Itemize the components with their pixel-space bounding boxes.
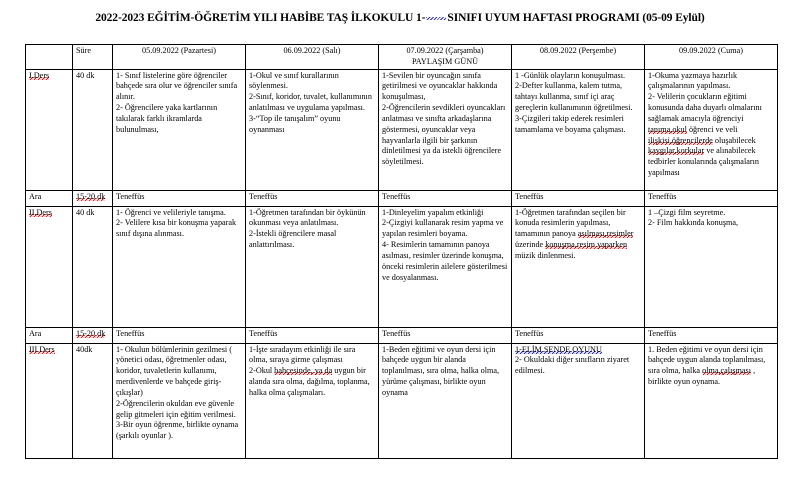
cell-break2-tuesday: Teneffüs [246,327,379,343]
row-label-lesson-3 [26,343,73,458]
cell-lesson2-friday-line-1: 1 –Çizgi film seyretme. [648,207,726,217]
cell-break2-friday: Teneffüs [645,327,778,343]
cell-lesson3-thursday-line-2: 2- Okuldaki diğer sınıfların ziyaret edilmesi. [515,355,630,376]
row-duration-lesson-1 [73,69,113,190]
uyum-haftasi-schedule-table [25,44,778,459]
row-duration-lesson-2 [73,206,113,327]
header-day-wednesday-subtitle: PAYLAŞIM GÜNÜ [411,56,479,66]
cell-lesson1-thursday-line-1: 1 -Günlük olayların konuşulması. [515,70,626,80]
cell-lesson3-monday-line-3: 3-Bir oyun öğrenme, birlikte oynama (şarkılı oyunlar ). [116,420,239,441]
row-label-lesson-2-text: II.Ders [29,207,52,217]
header-day-monday [113,45,246,70]
cell-lesson1-friday [645,69,778,190]
cell-break2-thursday: Teneffüs [512,327,645,343]
header-day-friday [645,45,778,70]
cell-lesson1-wednesday [379,69,512,190]
cell-lesson1-thursday [512,69,645,190]
row-duration-break-2-text: 15-20 dk [76,328,106,338]
cell-lesson2-wednesday-line-1: 1-Dinleyelim yapalım etkinliği [382,207,484,217]
page-title-part1: 2022-2023 EĞİTİM-ÖĞRETİM YILI HABİBE TAŞ İLKOKULU 1- [95,12,426,24]
row-label-lesson-1 [26,69,73,190]
cell-break1-wednesday: Teneffüs [379,190,512,206]
blank-class-marker-squiggle [425,10,447,21]
header-day-wednesday-date: 07.09.2022 (Çarşamba) [406,46,484,55]
page-title-part2: SINIFI UYUM HAFTASI PROGRAMI (05-09 Eylül) [447,12,705,24]
cell-lesson3-monday-line-2: 2-Öğrencilerin okuldan eve güvenle gelip gitmeleri için eğitim verilmesi. [116,398,236,419]
row-duration-break-1 [73,190,113,206]
cell-lesson3-thursday-line-1 [515,345,641,356]
cell-lesson1-monday-line-1: 1- Sınıf listelerine göre öğrenciler bahçede sıra olur ve öğrenciler sınıfa alınır. [116,70,238,102]
cell-lesson1-tuesday-line-1: 1-Okul ve sınıf kurallarının söylenmesi. [249,70,339,91]
row-duration-lesson-2-text: 40 dk [76,207,95,217]
row-label-break-2: Ara [26,327,73,343]
cell-lesson1-monday [113,69,246,190]
row-label-break-1: Ara [26,190,73,206]
table-row-lesson-1 [26,69,778,190]
header-day-friday-date: 09.09.2022 (Cuma) [679,46,743,55]
row-duration-lesson-3-text: 40dk [76,344,93,354]
cell-lesson1-thursday-line-2: 2-Defter kullanma, kalem tutma, tahtayı kullanma, sınıf içi araç gereçlerin kullanımının öğretilmesi. [515,81,633,113]
cell-lesson1-friday-line-2: 2- Velilerin çocukların eğitimi konusunda daha duyarlı olmalarını sağlamak amacıyla öğrenciyi tanıma,okul öğrenci ve veli ilişkisi,öğrencilerde oluşabilecek kaygılar,korkular ve alınabilecek tedbirler konularında çalışmaların yapılması [648,92,762,178]
header-duration: Süre [73,45,113,70]
row-label-lesson-3-text: III.Ders [29,344,55,354]
row-duration-lesson-1-text: 40 dk [76,70,95,80]
cell-lesson2-thursday-line-1: 1-Öğretmen tarafından seçilen bir konuda resimlerin yapılması, tamamının panoya asılması,resimler üzerinde konuşma,resim yaparken müzik dinlenmesi. [515,207,634,260]
cell-lesson1-tuesday-line-2: 2-Sınıf, koridor, tuvalet, kullanımının anlatılması ve uygulama yapılması. [249,92,372,113]
header-day-wednesday [379,45,512,70]
cell-lesson1-tuesday-line-3: 3-“Top ile tanışalım” oyunu oynanması [249,113,341,134]
cell-lesson1-wednesday-line-1: 1-Sevilen bir oyuncağın sınıfa getirilmesi ve oyuncaklar hakkında konuşulması, [382,70,498,102]
table-row-lesson-2 [26,206,778,327]
table-row-lesson-3 [26,343,778,458]
cell-break2-wednesday: Teneffüs [379,327,512,343]
cell-lesson2-monday-line-1: 1- Öğrenci ve velileriyle tanışma. [116,207,226,217]
cell-lesson2-monday [113,206,246,327]
cell-lesson3-thursday [512,343,645,458]
cell-lesson2-tuesday [246,206,379,327]
cell-lesson1-wednesday-line-2: 2-Öğrencilerin sevdikleri oyuncakları anlatması ve sınıfta arkadaşlarına göstermesi, oyuncaklar veya hayvanlarla ilgili bir şarkının dinletilmesi ya da istekli öğrencilere söyletilmesi. [382,103,506,167]
cell-lesson3-wednesday [379,343,512,458]
cell-lesson2-tuesday-line-1: 1-Öğretmen tarafından bir öykünün okunması veya anlatılması. [249,207,366,228]
row-duration-break-1-text: 15-20 dk [76,191,106,201]
header-day-thursday-date: 08.09.2022 (Perşembe) [539,46,617,55]
cell-lesson1-thursday-line-3: 3-Çizgileri takip ederek resimleri tamamlama ve boyama çalışması. [515,113,626,134]
row-label-lesson-1-text: I.Ders [29,70,50,80]
cell-lesson3-friday-line-1: 1. Beden eğitimi ve oyun dersi için bahçede uygun alanda toplanılması, sıra olma, halka olma,çalışması , birlikte oyun oynama. [648,344,766,387]
cell-lesson3-monday [113,343,246,458]
cell-lesson2-monday-line-2: 2- Velilere kısa bir konuşma yaparak sınıf dışına alınması. [116,218,237,239]
cell-lesson3-friday [645,343,778,458]
cell-lesson1-monday-line-2: 2- Öğrencilere yaka kartlarının takılarak farklı ikramlarda bulunulması, [116,103,218,134]
cell-lesson3-tuesday-line-2: 2-Okul bahçesinde, ya da uygun bir alanda sıra olma, dağılma, toplanma, halka olma çalışmaları. [249,366,370,397]
cell-break2-monday: Teneffüs [113,327,246,343]
table-row-break-1 [26,190,778,206]
cell-lesson1-friday-line-1: 1-Okuma yazmaya hazırlık çalışmalarının yapılması. [648,70,738,91]
cell-lesson2-tuesday-line-2: 2-İstekli öğrencilere masal anlattırılması. [249,229,337,250]
header-period [26,45,73,70]
table-row-break-2 [26,327,778,343]
cell-break1-thursday: Teneffüs [512,190,645,206]
table-header-row [26,45,778,70]
row-label-lesson-2 [26,206,73,327]
page-title [0,10,800,24]
cell-break1-monday: Teneffüs [113,190,246,206]
cell-lesson2-wednesday-line-3: 4- Resimlerin tamamının panoya asılması, resimler üzerinde konuşma, önceki resimlerin ailelere gösterilmesi ve dosyalanması. [382,240,508,282]
cell-lesson2-wednesday [379,206,512,327]
header-day-tuesday-date: 06.09.2022 (Salı) [283,46,341,55]
cell-lesson2-friday [645,206,778,327]
cell-lesson2-wednesday-line-2: 2-Çizgiyi kullanarak resim yapma ve yapılan resimleri boyama. [382,218,504,239]
cell-lesson3-wednesday-line-1: 1-Beden eğitimi ve oyun dersi için bahçede uygun bir alanda toplanılması, sıra olma, halka olma, yürüme çalışması, birlikte oyun oynama [382,344,500,397]
cell-lesson1-tuesday [246,69,379,190]
cell-lesson3-thursday-line-1-text: 1-ELİM SENDE OYUNU [515,344,602,354]
cell-break1-tuesday: Teneffüs [246,190,379,206]
cell-lesson3-tuesday-line-1: 1-İşte sıradayım etkinliği ile sıra olma, sıraya girme çalışması [249,344,356,365]
cell-lesson3-monday-line-1: 1- Okulun bölümlerinin gezilmesi ( yönetici odası, öğretmenler odası, koridor, tuvaletlerin kullanımı, merdivenlerde ve bahçede giriş-çıkışlar) [116,344,232,397]
cell-break1-friday: Teneffüs [645,190,778,206]
cell-lesson2-thursday [512,206,645,327]
header-day-thursday [512,45,645,70]
cell-lesson3-tuesday [246,343,379,458]
header-day-tuesday [246,45,379,70]
row-duration-lesson-3 [73,343,113,458]
cell-lesson2-friday-line-2: 2- Film hakkında konuşma, [648,218,739,228]
row-duration-break-2 [73,327,113,343]
header-day-monday-date: 05.09.2022 (Pazartesi) [142,46,216,55]
